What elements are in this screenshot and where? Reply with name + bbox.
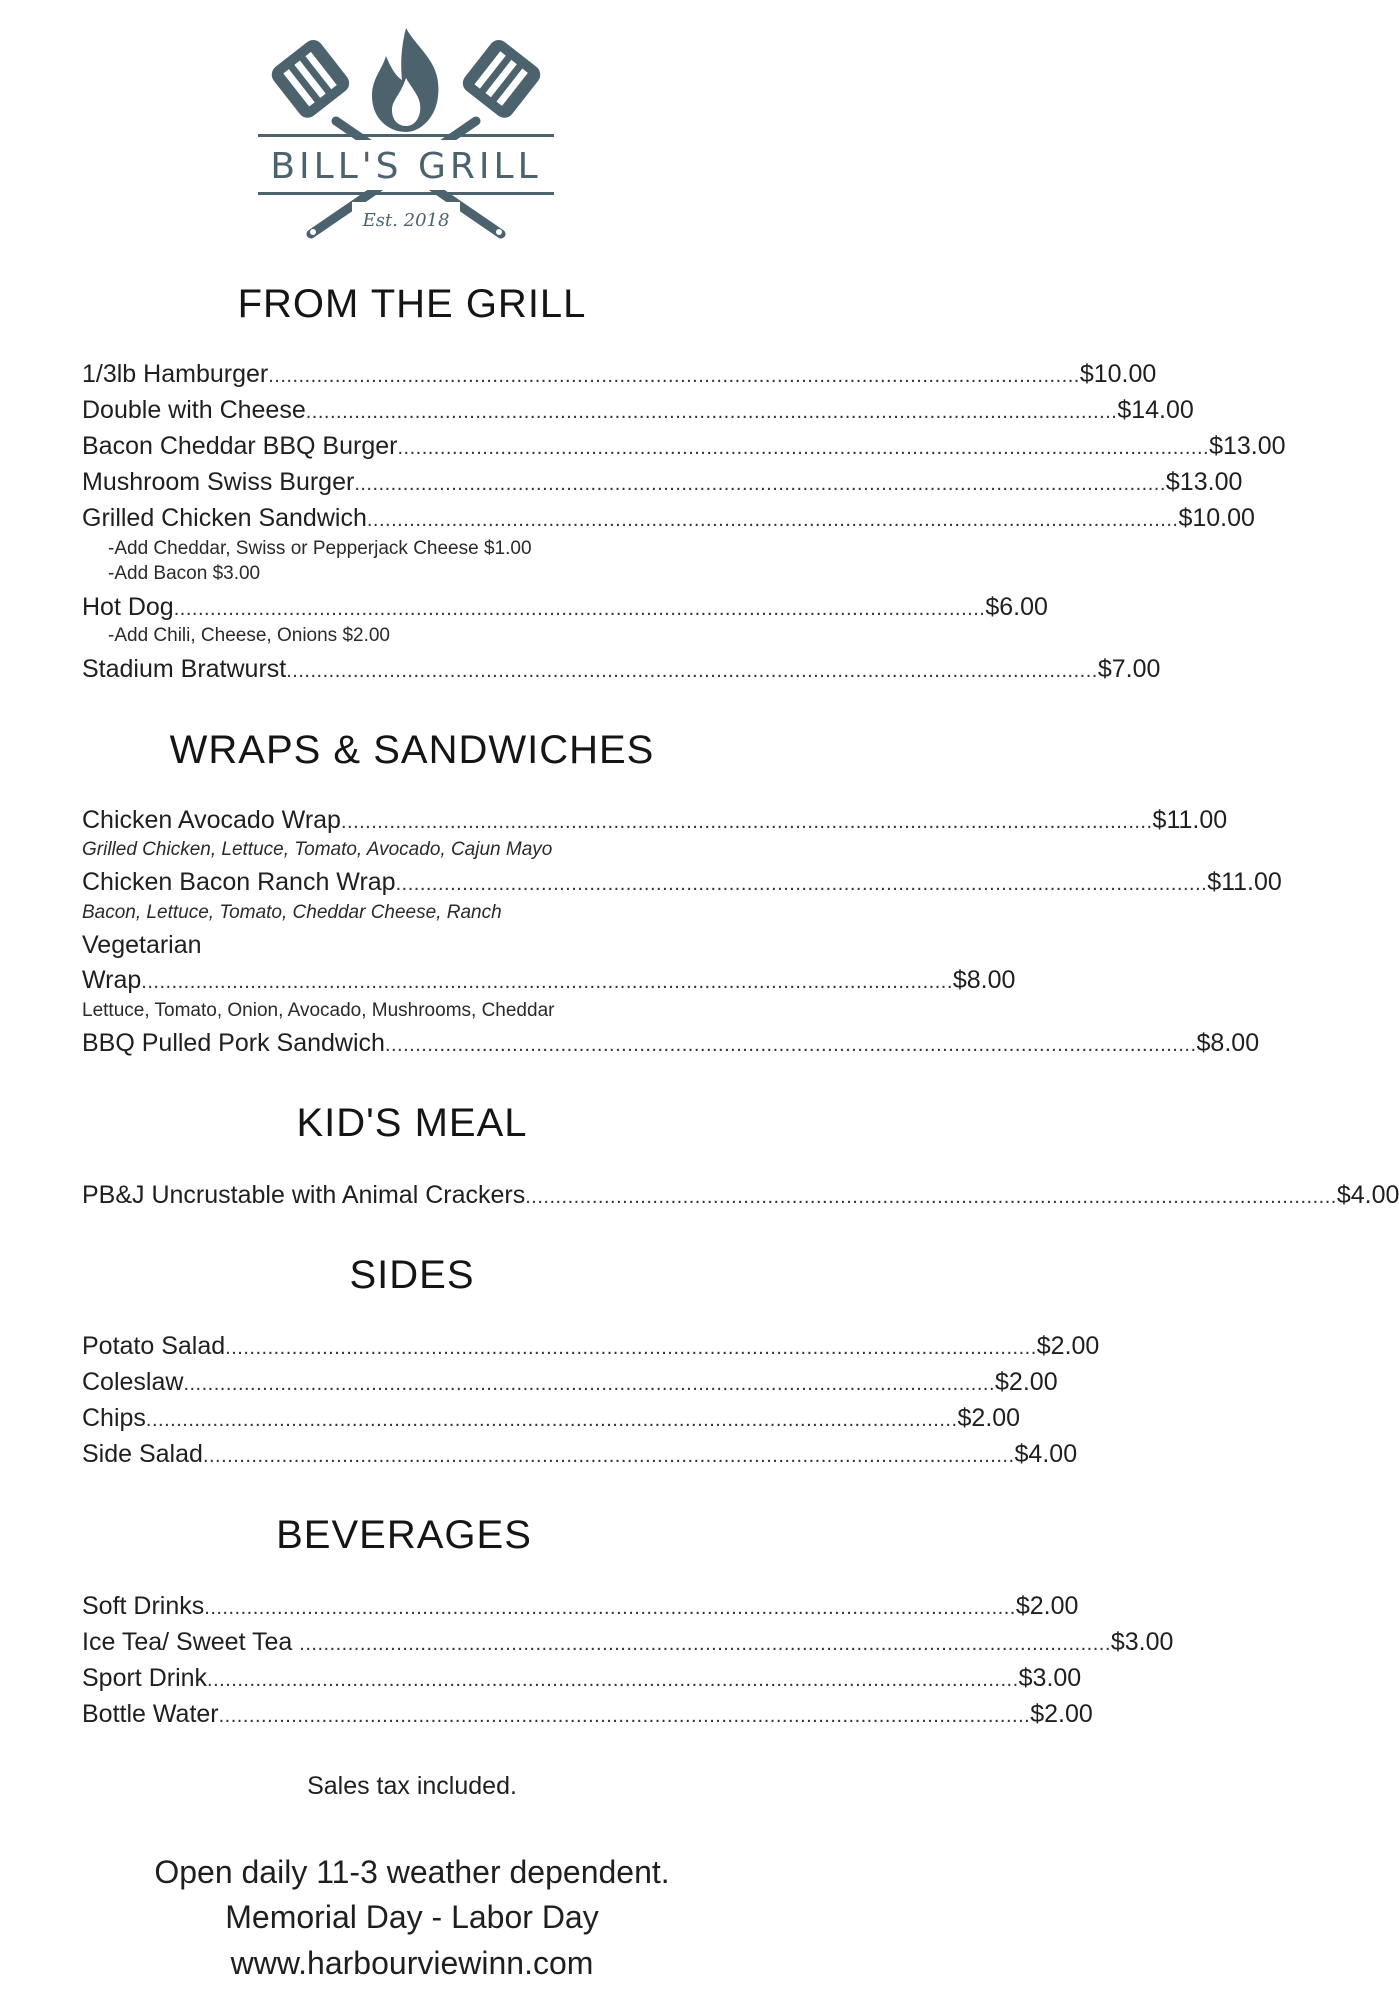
item-description: Lettuce, Tomato, Onion, Avocado, Mushrooms, Cheddar <box>82 1000 555 1021</box>
menu-item <box>82 430 1286 464</box>
item-price: $13.00 <box>1209 432 1286 460</box>
dot-leader: ...................................................................................................................................... <box>204 1597 1016 1619</box>
dot-leader: ...................................................................................................................................... <box>397 437 1210 459</box>
item-price: $6.00 <box>985 593 1048 621</box>
section-title-kids-meal: KID'S MEAL <box>296 1101 528 1145</box>
item-name: Chicken Bacon Ranch Wrap <box>82 868 396 896</box>
item-name: Potato Salad <box>82 1332 226 1360</box>
item-price: $2.00 <box>1036 1332 1100 1360</box>
item-name: PB&J Uncrustable with Animal Crackers <box>82 1181 526 1209</box>
item-name: Sport Drink <box>82 1664 208 1692</box>
item-name: Coleslaw <box>82 1368 184 1396</box>
menu-item <box>82 1590 1079 1624</box>
menu-item <box>82 394 1194 428</box>
menu-item <box>82 1662 1082 1696</box>
item-price: $2.00 <box>957 1404 1021 1432</box>
menu-item <box>82 866 1282 900</box>
menu-item <box>82 1626 1174 1660</box>
item-price: $10.00 <box>1079 360 1157 388</box>
dot-leader: ...................................................................................................................................... <box>384 1034 1197 1056</box>
item-name: Mushroom Swiss Burger <box>82 468 355 496</box>
dot-leader: ...................................................................................................................................... <box>525 1186 1337 1208</box>
item-name: BBQ Pulled Pork Sandwich <box>82 1029 385 1057</box>
section-title-sides: SIDES <box>349 1253 475 1297</box>
menu-item <box>82 1027 1260 1061</box>
dot-leader: ...................................................................................................................................... <box>299 1633 1111 1655</box>
dot-leader: ...................................................................................................................................... <box>202 1445 1015 1467</box>
item-price: $11.00 <box>1152 806 1228 834</box>
item-description: Bacon, Lettuce, Tomato, Cheddar Cheese, Ranch <box>82 902 502 923</box>
dot-leader: ...................................................................................................................................... <box>340 811 1153 833</box>
menu-item <box>82 466 1243 500</box>
menu-item <box>82 804 1228 838</box>
item-price: $2.00 <box>1030 1700 1093 1728</box>
item-name: Bottle Water <box>82 1700 219 1728</box>
dot-leader: ...................................................................................................................................... <box>218 1705 1031 1727</box>
item-price: $11.00 <box>1207 868 1282 896</box>
menu-item <box>82 1366 1058 1400</box>
tax-note: Sales tax included. <box>307 1772 517 1800</box>
item-name: Double with Cheese <box>82 396 306 424</box>
dot-leader: ...................................................................................................................................... <box>354 473 1166 495</box>
item-price: $14.00 <box>1117 396 1194 424</box>
menu-item <box>82 1438 1078 1472</box>
menu-item <box>82 358 1157 392</box>
item-name: Soft Drinks <box>82 1592 205 1620</box>
item-name: Stadium Bratwurst <box>82 655 287 683</box>
section-title-beverages: BEVERAGES <box>276 1513 532 1557</box>
logo-tagline: Est. 2018 <box>362 210 450 231</box>
menu-item <box>82 502 1255 536</box>
logo-name: BILL'S GRILL <box>270 146 542 187</box>
dot-leader: ...................................................................................................................................... <box>395 873 1208 895</box>
menu-item <box>82 1698 1093 1732</box>
item-price: $8.00 <box>1196 1029 1260 1057</box>
item-price: $10.00 <box>1178 504 1255 532</box>
item-price: $4.00 <box>1014 1440 1078 1468</box>
section-title-from-the-grill: FROM THE GRILL <box>237 282 587 326</box>
dot-leader: ...................................................................................................................................... <box>145 1409 958 1431</box>
item-price: $3.00 <box>1018 1664 1082 1692</box>
item-price: $7.00 <box>1097 655 1161 683</box>
item-note: -Add Chili, Cheese, Onions $2.00 <box>108 625 390 646</box>
item-name: Side Salad <box>82 1440 203 1468</box>
item-name-line1: Vegetarian <box>82 931 202 959</box>
dot-leader: ...................................................................................................................................... <box>268 365 1080 387</box>
item-name: Chips <box>82 1404 146 1432</box>
hours-text: Open daily 11-3 weather dependent. <box>154 1854 670 1890</box>
dot-leader: ...................................................................................................................................... <box>305 401 1118 423</box>
dot-leader: ...................................................................................................................................... <box>183 1373 996 1395</box>
dot-leader: ...................................................................................................................................... <box>225 1337 1037 1359</box>
item-description: Grilled Chicken, Lettuce, Tomato, Avocado, Cajun Mayo <box>82 839 553 860</box>
section-title-wraps-sandwiches: WRAPS & SANDWICHES <box>169 728 655 772</box>
item-price: $4.00 <box>1336 1181 1399 1209</box>
item-name: Chicken Avocado Wrap <box>82 806 341 834</box>
menu-item <box>82 1330 1100 1364</box>
dot-leader: ...................................................................................................................................... <box>366 509 1179 531</box>
item-price: $3.00 <box>1110 1628 1174 1656</box>
item-name: 1/3lb Hamburger <box>82 360 269 388</box>
website-link[interactable]: www.harbourviewinn.com <box>230 1945 594 1981</box>
menu-item <box>82 1402 1021 1436</box>
dot-leader: ...................................................................................................................................... <box>173 598 986 620</box>
item-price: $2.00 <box>1015 1592 1079 1620</box>
item-name: Wrap <box>82 966 142 994</box>
item-name: Bacon Cheddar BBQ Burger <box>82 432 398 460</box>
menu-item <box>82 591 1048 625</box>
menu-item <box>82 964 1016 998</box>
item-price: $8.00 <box>952 966 1016 994</box>
item-name: Ice Tea/ Sweet Tea <box>82 1628 300 1656</box>
dot-leader: ...................................................................................................................................... <box>141 971 953 993</box>
menu-item <box>82 1179 1399 1213</box>
item-name: Grilled Chicken Sandwich <box>82 504 367 532</box>
item-price: $2.00 <box>995 1368 1058 1396</box>
item-name: Hot Dog <box>82 593 174 621</box>
menu-item <box>82 653 1161 687</box>
item-note: -Add Bacon $3.00 <box>108 563 261 584</box>
season-text: Memorial Day - Labor Day <box>225 1899 599 1935</box>
bills-grill-logo <box>256 26 556 250</box>
dot-leader: ...................................................................................................................................... <box>207 1669 1019 1691</box>
item-price: $13.00 <box>1165 468 1243 496</box>
dot-leader: ...................................................................................................................................... <box>286 660 1098 682</box>
item-note: -Add Cheddar, Swiss or Pepperjack Cheese $1.00 <box>108 538 532 559</box>
